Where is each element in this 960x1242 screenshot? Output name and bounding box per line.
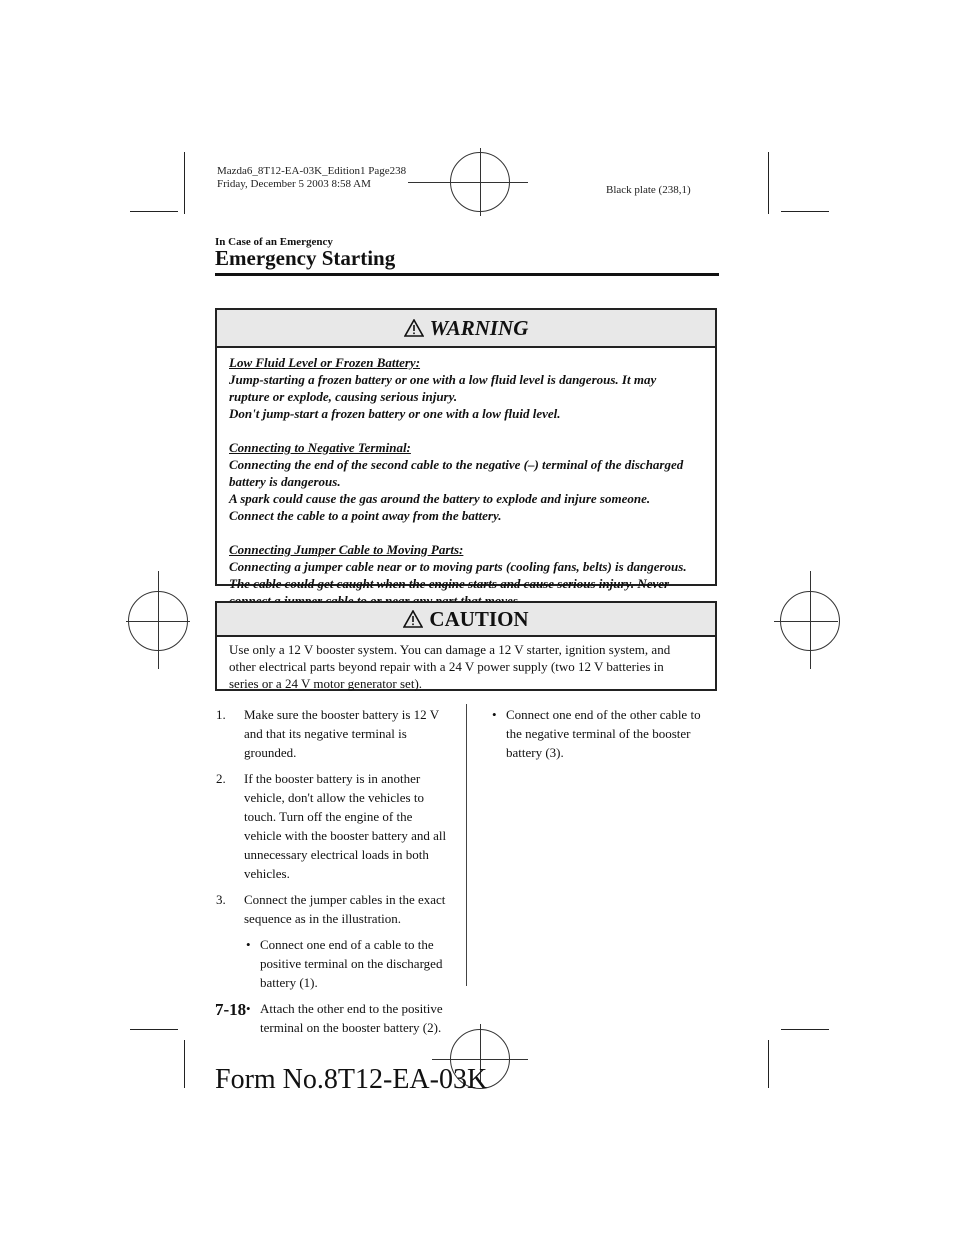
warning-line: rupture or explode, causing serious injury. (229, 389, 458, 404)
step-text: Make sure the booster battery is 12 V and that its negative terminal is grounded. (244, 707, 439, 760)
warning-heading: Low Fluid Level or Frozen Battery: (229, 355, 421, 370)
warning-line: The cable could get caught when the engine starts and cause serious injury. Never (229, 576, 670, 591)
caution-line: other electrical parts beyond repair with a 24 V power supply (two 12 V batteries in (229, 659, 664, 674)
caution-line: Use only a 12 V booster system. You can damage a 12 V starter, ignition system, and (229, 642, 671, 657)
caution-body (217, 637, 715, 698)
print-info-file: Mazda6_8T12-EA-03K_Edition1 Page238 (217, 165, 407, 177)
bullet-text: Connect one end of a cable to the positive terminal on the discharged battery (1). (260, 937, 443, 990)
left-column (216, 705, 452, 1044)
step-number: 2. (216, 771, 226, 786)
caution-label: CAUTION (429, 606, 529, 631)
caution-line: series or a 24 V motor generator set). (229, 676, 423, 691)
step-number: 1. (216, 707, 226, 722)
column-divider (466, 704, 467, 986)
bullet-icon: • (246, 1001, 251, 1016)
warning-line: battery is dangerous. (229, 474, 341, 489)
bullet-icon: • (246, 937, 251, 952)
caution-triangle-icon (403, 610, 423, 628)
bullet-item (492, 705, 718, 762)
warning-line: A spark could cause the gas around the battery to explode and injure someone. (229, 491, 651, 506)
step-1 (216, 705, 452, 762)
warning-header (217, 310, 715, 348)
warning-block-moving-parts (229, 541, 705, 609)
warning-label: WARNING (429, 315, 529, 340)
bullet-item (216, 999, 452, 1037)
print-info (217, 165, 406, 191)
step-3 (216, 890, 452, 928)
warning-block-negative-terminal (229, 439, 705, 524)
plate-info: Black plate (238,1) (606, 184, 691, 196)
step-2 (216, 769, 452, 883)
warning-block-frozen-battery (229, 354, 705, 422)
caution-header (217, 603, 715, 637)
caution-box (215, 601, 717, 691)
step-text: Connect the jumper cables in the exact sequence as in the illustration. (244, 892, 446, 926)
title-rule (215, 273, 719, 276)
step-text: If the booster battery is in another vehicle, don't allow the vehicles to touch. Turn off the engine of the vehicle with the booster battery and all unnecessary electrical loads in both vehicles. (244, 771, 447, 881)
page-title: Emergency Starting (215, 246, 396, 270)
warning-box (215, 308, 717, 591)
warning-body (217, 348, 715, 615)
warning-line: Jump-starting a frozen battery or one with a low fluid level is dangerous. It may (229, 372, 657, 387)
step-number: 3. (216, 892, 226, 907)
form-number: Form No.8T12-EA-03K (215, 1064, 488, 1095)
page-number: 7-18 (215, 1000, 247, 1019)
section-label: In Case of an Emergency (215, 236, 333, 248)
warning-heading: Connecting to Negative Terminal: (229, 440, 411, 455)
warning-line: Connecting a jumper cable near or to moving parts (cooling fans, belts) is dangerous. (229, 559, 687, 574)
right-column (492, 705, 718, 769)
print-info-date: Friday, December 5 2003 8:58 AM (217, 178, 371, 190)
warning-line: Connecting the end of the second cable to the negative (–) terminal of the discharged (229, 457, 684, 472)
warning-heading: Connecting Jumper Cable to Moving Parts: (229, 542, 464, 557)
warning-line: Connect the cable to a point away from the battery. (229, 508, 502, 523)
warning-line: Don't jump-start a frozen battery or one with a low fluid level. (229, 406, 561, 421)
bullet-text: Attach the other end to the positive terminal on the booster battery (2). (260, 1001, 443, 1035)
warning-triangle-icon (404, 319, 424, 337)
bullet-text: Connect one end of the other cable to the negative terminal of the booster battery (3). (506, 707, 701, 760)
bullet-icon: • (492, 707, 497, 722)
bullet-item (216, 935, 452, 992)
